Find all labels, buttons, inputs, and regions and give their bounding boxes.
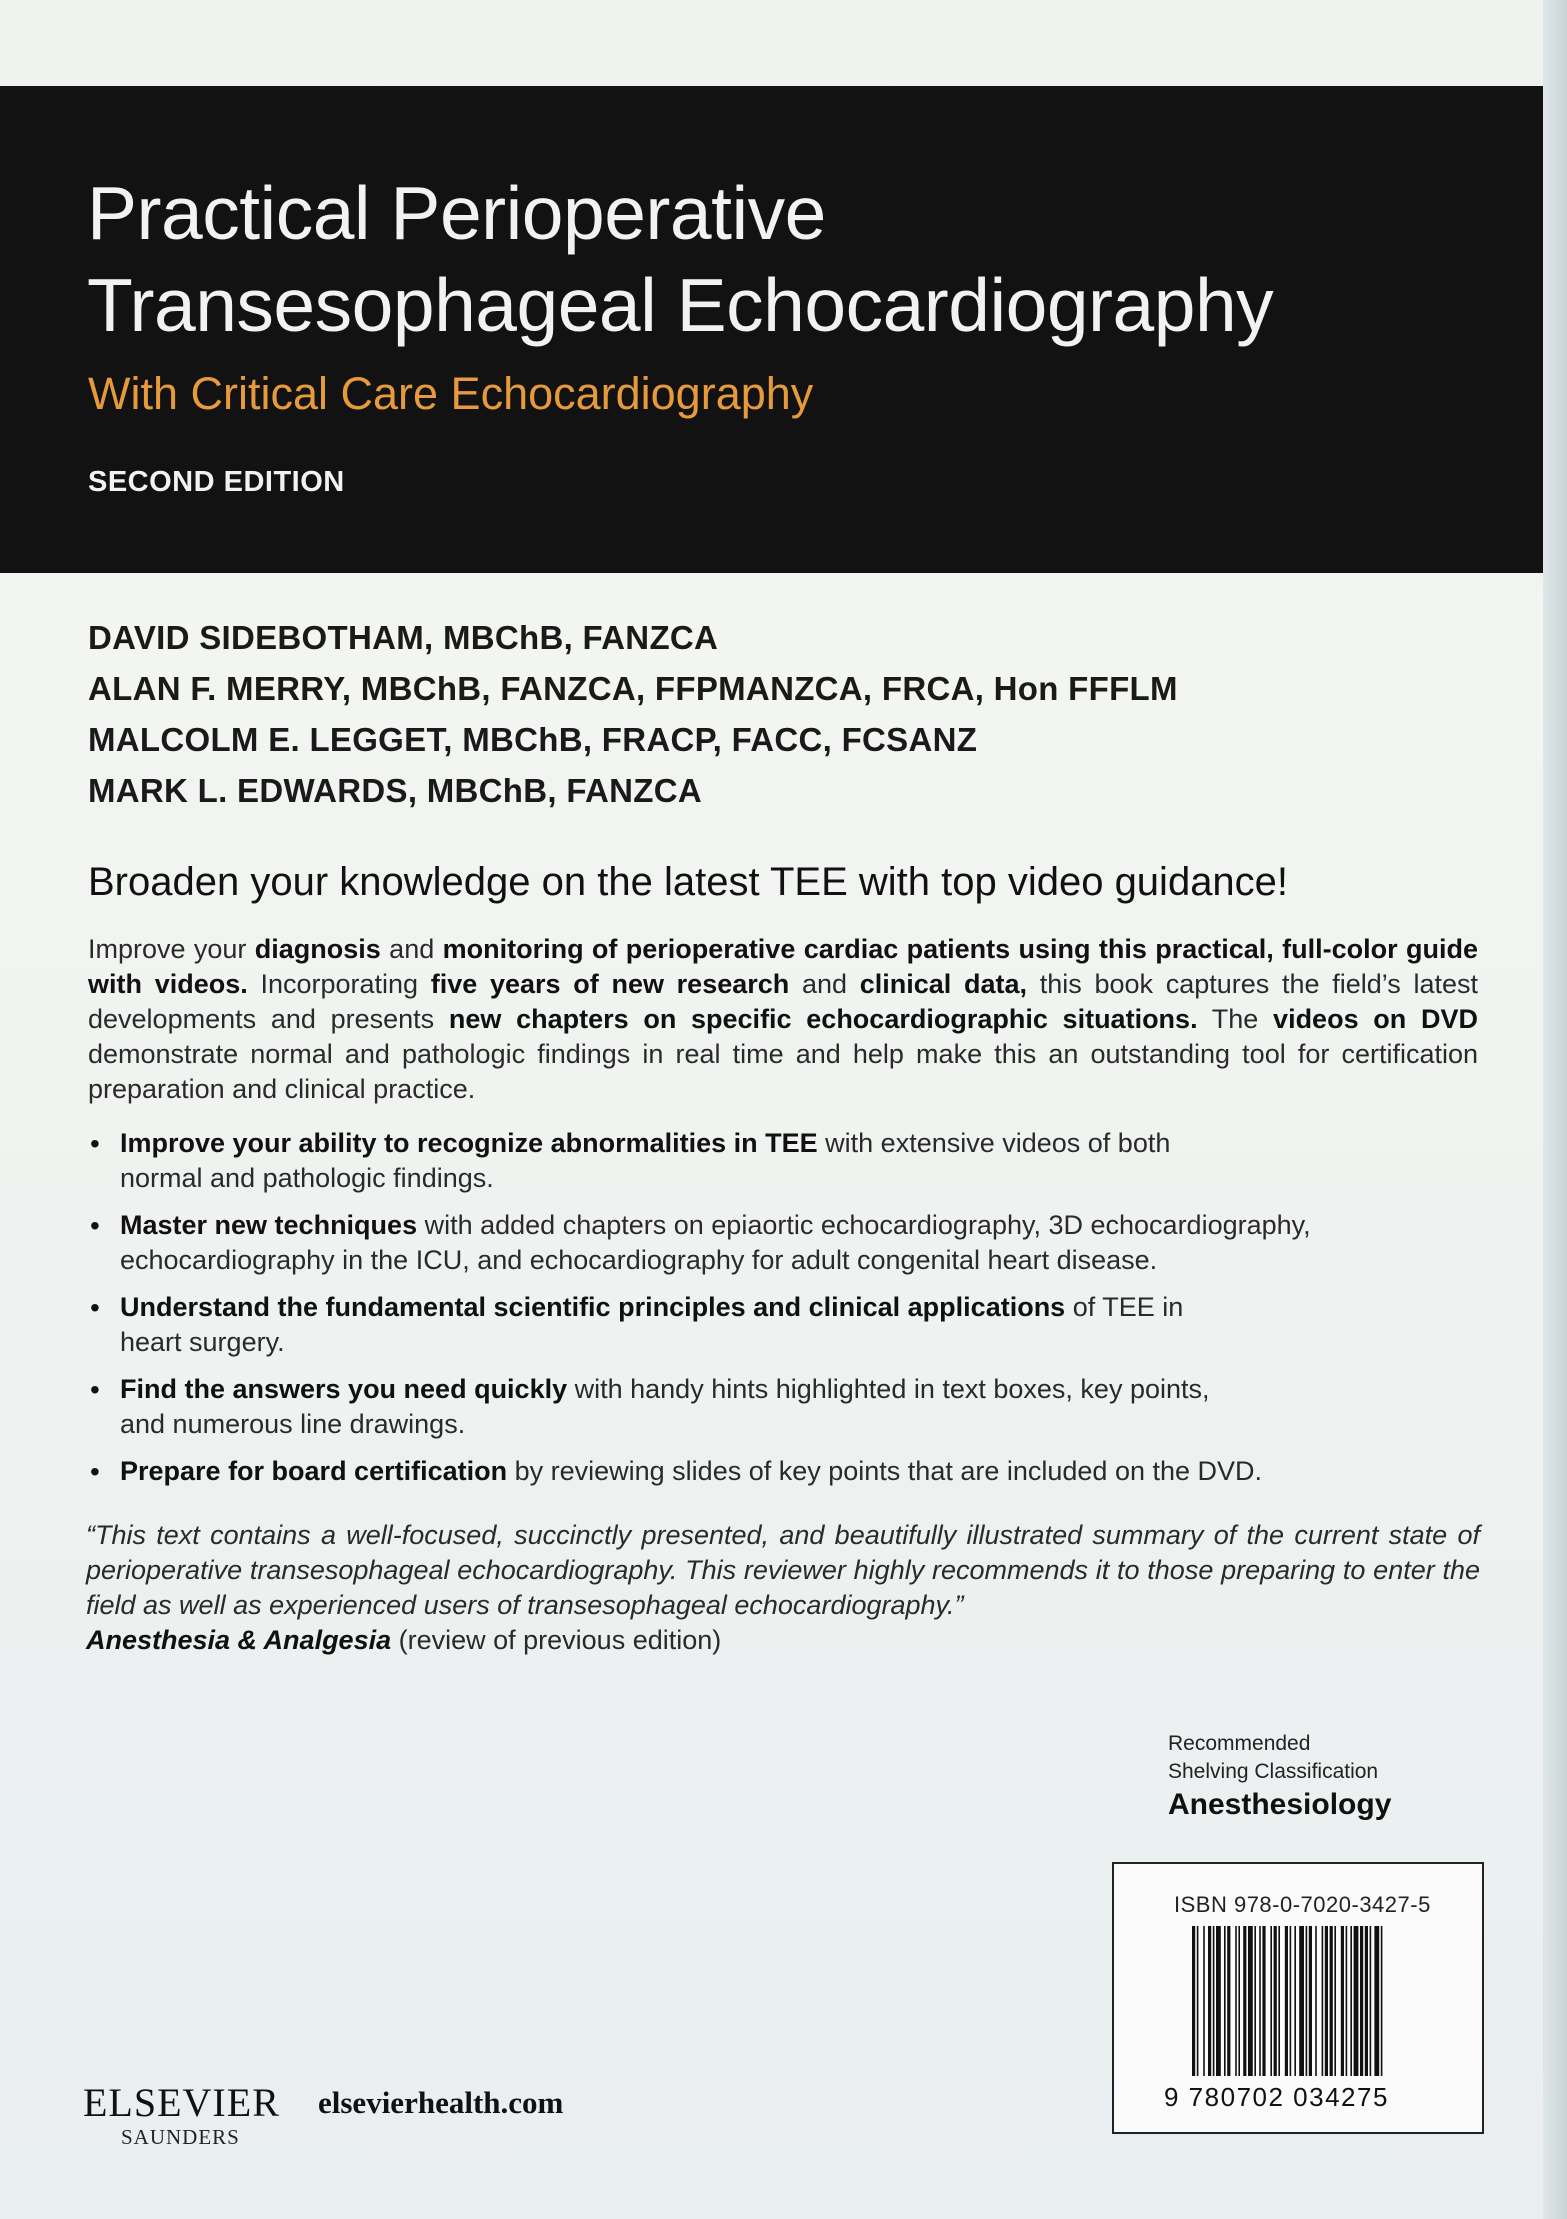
book-title: [87, 167, 1273, 351]
author-list: [88, 612, 1178, 816]
spine-edge: [1543, 0, 1567, 2219]
author-1: DAVID SIDEBOTHAM, MBChB, FANZCA: [88, 619, 719, 656]
quote-source: Anesthesia & Analgesia (review of previous edition): [86, 1625, 722, 1655]
feature-item: • Prepare for board certification by reviewing slides of key points that are included on the DVD.: [88, 1454, 1488, 1489]
review-quote: [86, 1518, 1480, 1658]
publisher-logo: [83, 2080, 280, 2150]
author-2: ALAN F. MERRY, MBChB, FANZCA, FFPMANZCA, FRCA, Hon FFFLM: [88, 670, 1178, 707]
shelving-line-1: Recommended: [1168, 1732, 1311, 1755]
feature-item: • Find the answers you need quickly with handy hints highlighted in text boxes, key points, and numerous line drawings.: [88, 1372, 1488, 1442]
isbn-digits: 9 780702 034275: [1164, 2082, 1389, 2112]
shelving-line-2: Shelving Classification: [1168, 1760, 1379, 1783]
shelving-classification: [1168, 1730, 1391, 1822]
author-3: MALCOLM E. LEGGET, MBChB, FRACP, FACC, FCSANZ: [88, 721, 978, 758]
feature-item: • Understand the fundamental scientific principles and clinical applications of TEE in heart surgery.: [88, 1290, 1488, 1360]
publisher-name: ELSEVIER: [83, 2080, 280, 2125]
title-line-1: Practical Perioperative: [87, 171, 826, 255]
shelving-category: Anesthesiology: [1168, 1788, 1392, 1821]
feature-item: • Improve your ability to recognize abnormalities in TEE with extensive videos of both normal and pathologic findings.: [88, 1126, 1488, 1196]
tagline: Broaden your knowledge on the latest TEE with top video guidance!: [88, 860, 1289, 904]
quote-text: “This text contains a well-focused, succinctly presented, and beautifully illustrated summary of the current state of perioperative transesophageal echocardiography. This reviewer highly recommends it to those preparing to enter the field as well as experienced users of transesophageal echocardiography.”: [86, 1520, 1480, 1620]
book-subtitle: With Critical Care Echocardiography: [88, 368, 814, 419]
title-line-2: Transesophageal Echocardiography: [87, 263, 1274, 347]
feature-item: • Master new techniques with added chapters on epiaortic echocardiography, 3D echocardiography, echocardiography in the ICU, and echocardiography for adult congenital heart disease.: [88, 1208, 1488, 1278]
publisher-website: elsevierhealth.com: [318, 2085, 564, 2120]
description: Improve your diagnosis and monitoring of perioperative cardiac patients using this practical, full-color guide with videos. Incorporating five years of new research and clinical data, this book captures the field’s latest developments and presents new chapters on specific echocardiographic situations. The videos on DVD demonstrate normal and pathologic findings in real time and help make this an outstanding tool for certification preparation and clinical practice.: [88, 934, 1478, 1104]
feature-list: [88, 1126, 1488, 1501]
author-4: MARK L. EDWARDS, MBChB, FANZCA: [88, 772, 702, 809]
barcode-icon: [1192, 1926, 1442, 2076]
edition-label: SECOND EDITION: [88, 466, 345, 498]
publisher-imprint: SAUNDERS: [121, 2125, 240, 2149]
isbn-label: ISBN 978-0-7020-3427-5: [1174, 1892, 1431, 1917]
barcode-box: [1112, 1862, 1484, 2134]
